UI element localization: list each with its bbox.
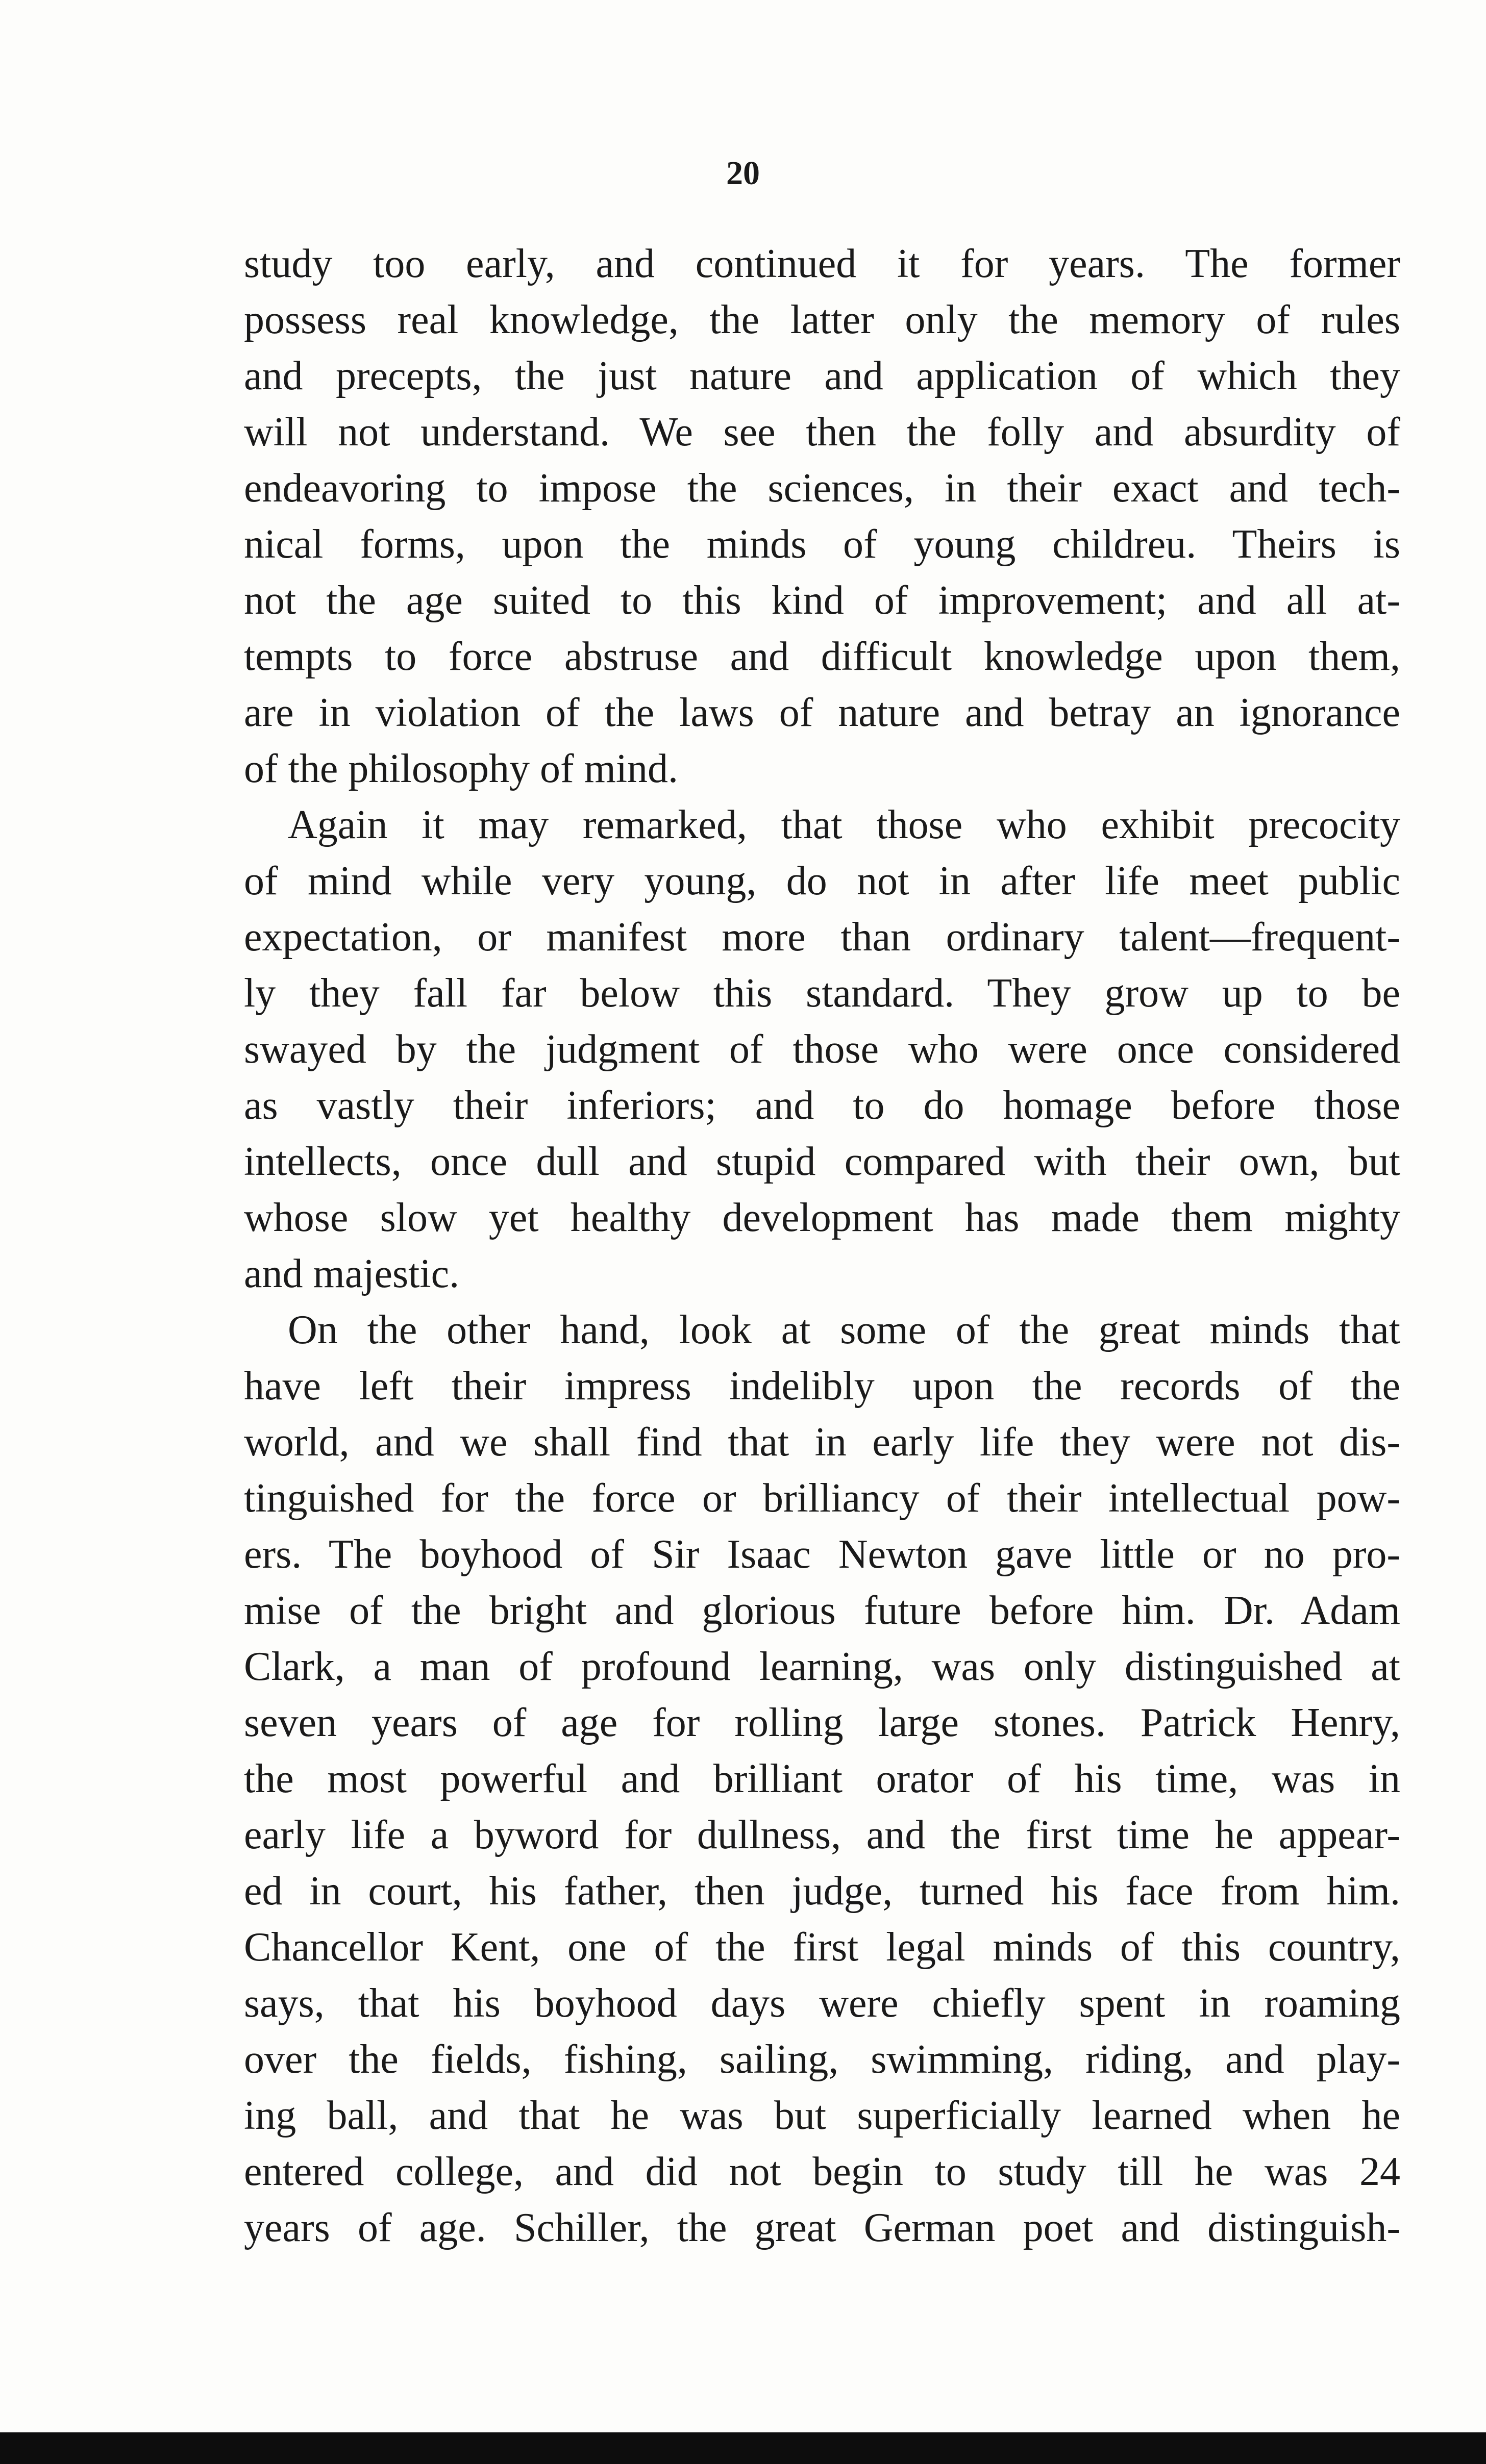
text-line: nical forms, upon the minds of young childreu. Theirs is: [244, 522, 1400, 567]
text-line: Chancellor Kent, one of the first legal minds of this country,: [244, 1925, 1400, 1970]
text-line: intellects, once dull and stupid compared with their own, but: [244, 1139, 1400, 1184]
text-line: ing ball, and that he was but superficially learned when he: [244, 2093, 1400, 2138]
text-line: have left their impress indelibly upon the records of the: [244, 1364, 1400, 1409]
body-text: [244, 236, 1400, 2256]
text-line: world, and we shall find that in early life they were not dis-: [244, 1420, 1400, 1465]
text-line: as vastly their inferiors; and to do homage before those: [244, 1083, 1400, 1128]
text-line: the most powerful and brilliant orator of his time, was in: [244, 1756, 1400, 1801]
text-line: ed in court, his father, then judge, turned his face from him.: [244, 1869, 1400, 1914]
text-line: study too early, and continued it for years. The former: [244, 241, 1400, 286]
text-line: Again it may remarked, that those who exhibit precocity: [288, 802, 1400, 847]
text-line: of mind while very young, do not in after life meet public: [244, 859, 1400, 903]
text-line: and precepts, the just nature and application of which they: [244, 354, 1400, 398]
text-line: tinguished for the force or brilliancy of their intellectual pow-: [244, 1476, 1400, 1521]
text-line: says, that his boyhood days were chiefly spent in roaming: [244, 1981, 1400, 2026]
page-number: 20: [726, 155, 760, 192]
text-line: of the philosophy of mind.: [244, 746, 679, 791]
text-line: On the other hand, look at some of the great minds that: [288, 1308, 1400, 1352]
text-line: whose slow yet healthy development has made them mighty: [244, 1195, 1400, 1240]
text-line: not the age suited to this kind of improvement; and all at-: [244, 578, 1400, 623]
text-line: tempts to force abstruse and difficult knowledge upon them,: [244, 634, 1400, 679]
text-line: will not understand. We see then the folly and absurdity of: [244, 410, 1400, 455]
text-line: are in violation of the laws of nature and betray an ignorance: [244, 690, 1400, 735]
text-line: ly they fall far below this standard. They grow up to be: [244, 971, 1400, 1016]
text-line: entered college, and did not begin to study till he was 24: [244, 2149, 1400, 2194]
text-line: ers. The boyhood of Sir Isaac Newton gave little or no pro-: [244, 1532, 1400, 1577]
text-line: over the fields, fishing, sailing, swimming, riding, and play-: [244, 2037, 1400, 2082]
text-line: expectation, or manifest more than ordinary talent—frequent-: [244, 915, 1400, 960]
text-line: endeavoring to impose the sciences, in their exact and tech-: [244, 466, 1400, 511]
text-line: and majestic.: [244, 1251, 460, 1296]
text-line: swayed by the judgment of those who were once considered: [244, 1027, 1400, 1072]
text-line: Clark, a man of profound learning, was only distinguished at: [244, 1644, 1400, 1689]
text-line: years of age. Schiller, the great German poet and distinguish-: [244, 2205, 1400, 2250]
text-line: mise of the bright and glorious future before him. Dr. Adam: [244, 1588, 1400, 1633]
text-line: seven years of age for rolling large stones. Patrick Henry,: [244, 1700, 1400, 1745]
text-line: early life a byword for dullness, and the first time he appear-: [244, 1813, 1400, 1857]
scan-edge-bar: [0, 2432, 1486, 2464]
text-line: possess real knowledge, the latter only the memory of rules: [244, 297, 1400, 342]
